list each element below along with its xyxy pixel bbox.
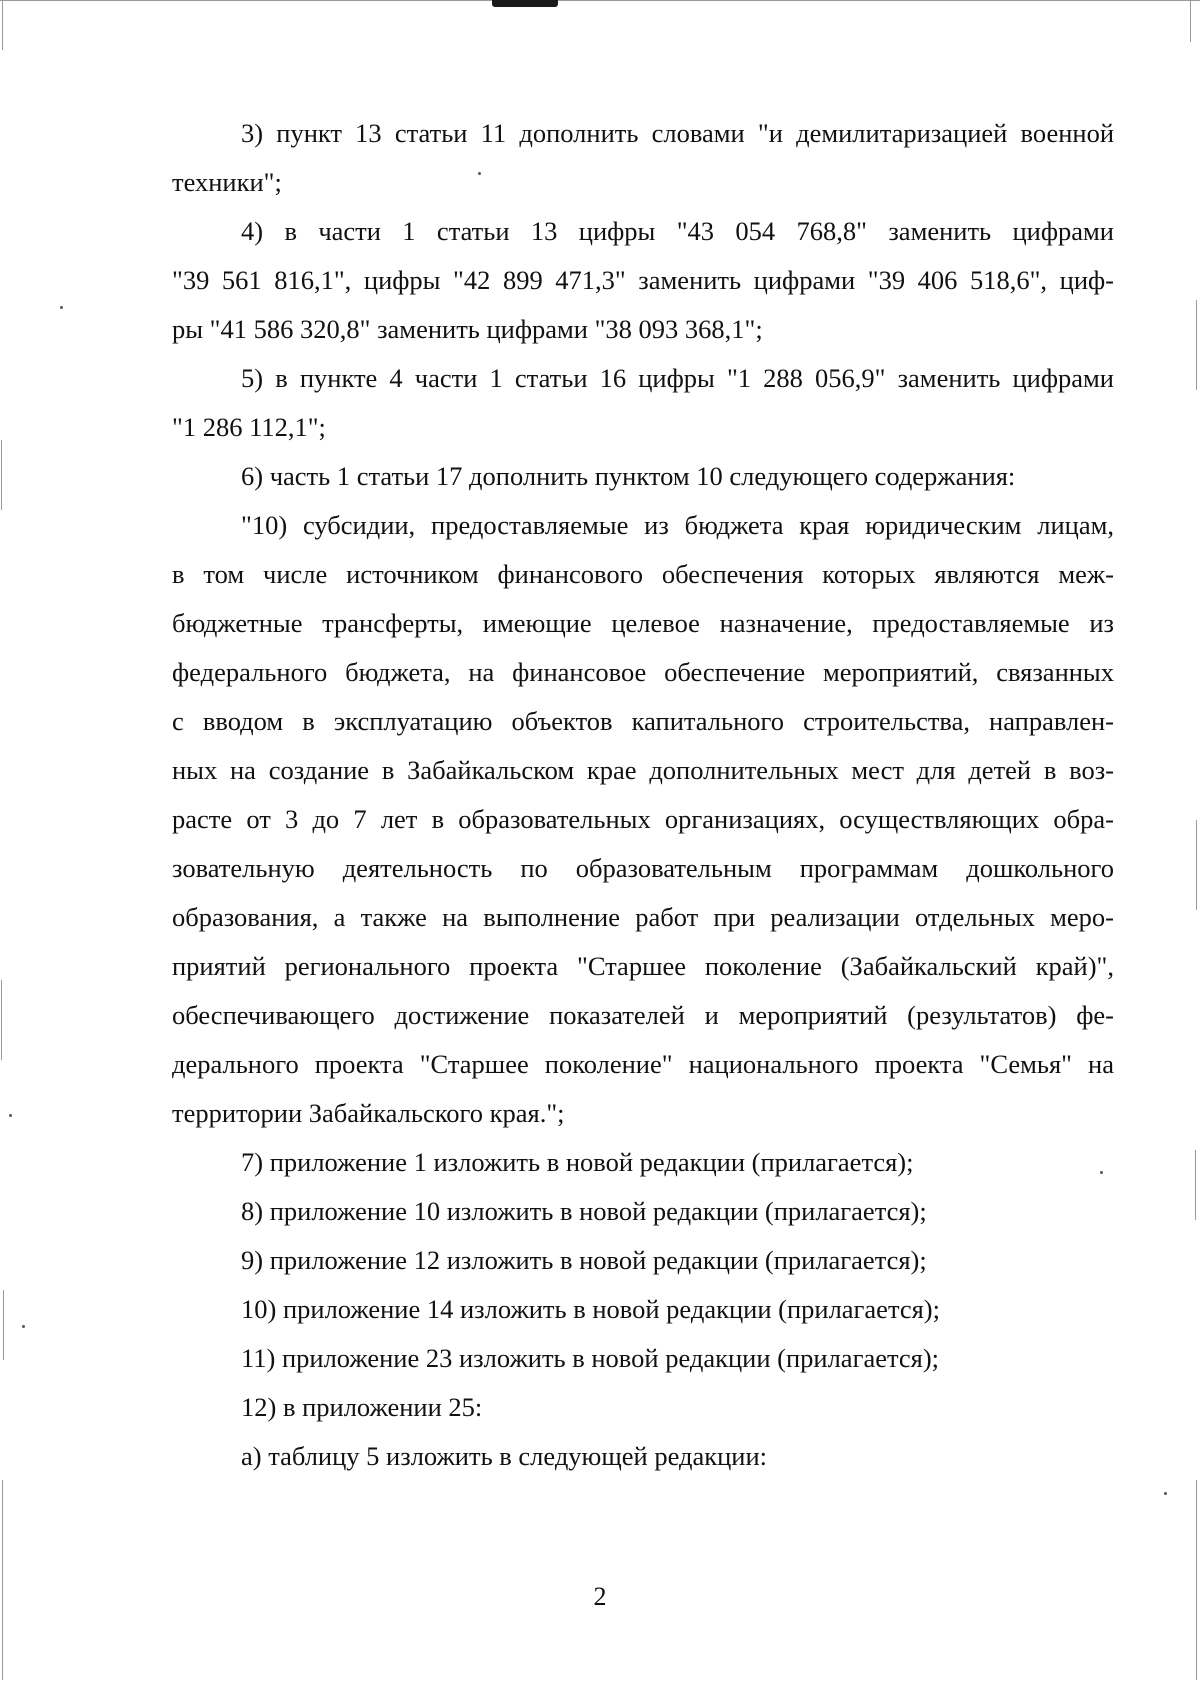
scan-edge-left-2 [1,980,2,1060]
document-body [172,109,1114,1481]
paragraph-subitem-a: а) таблицу 5 изложить в следующей редакции: [241,1441,768,1471]
page-number: 2 [593,1582,607,1611]
scan-edge-right-2 [1196,820,1197,910]
text-line: в том числе источником финансового обеспечения которых являются меж- [172,559,1114,589]
scan-speck [9,1114,12,1117]
paragraph-item-4 [172,207,1114,354]
scan-edge-left-1 [1,440,2,510]
paragraph-item-3 [172,109,1114,207]
text-line: с вводом в эксплуатацию объектов капитального строительства, направлен- [172,706,1114,736]
text-line: территории Забайкальского края."; [172,1098,565,1128]
text-line: ры "41 586 320,8" заменить цифрами "38 093 368,1"; [172,314,763,344]
scan-edge-left-3 [3,1290,4,1360]
paragraph-item-6 [172,452,1114,501]
scan-speck [60,306,63,309]
scan-edge-right-4 [1196,1480,1197,1680]
scan-edge-left-4 [2,1480,3,1680]
paragraph-item-9: 9) приложение 12 изложить в новой редакции (прилагается); [241,1245,927,1275]
text-line: "10) субсидии, предоставляемые из бюджета края юридическим лицам, [241,510,1114,540]
scan-edge-right-3 [1195,1150,1196,1220]
paragraph-item-12: 12) в приложении 25: [241,1392,483,1422]
text-line: дерального проекта "Старшее поколение" национального проекта "Семья" на [172,1049,1114,1079]
text-line: бюджетные трансферты, имеющие целевое назначение, предоставляемые из [172,608,1114,638]
text-line: федерального бюджета, на финансовое обеспечение мероприятий, связанных [172,657,1114,687]
scan-edge-right-1 [1196,300,1197,390]
paragraph-item-8: 8) приложение 10 изложить в новой редакции (прилагается); [241,1196,927,1226]
paragraph-item-5 [172,354,1114,452]
text-line: "39 561 816,1", цифры "42 899 471,3" заменить цифрами "39 406 518,6", циф- [172,265,1114,295]
text-line: обеспечивающего достижение показателей и мероприятий (результатов) фе- [172,1000,1114,1030]
text-line: расте от 3 до 7 лет в образовательных организациях, осуществляющих обра- [172,804,1114,834]
scan-speck [22,1325,25,1328]
text-line: образования, а также на выполнение работ при реализации отдельных меро- [172,902,1114,932]
scan-speck [1164,1492,1167,1495]
text-line: 5) в пункте 4 части 1 статьи 16 цифры "1 288 056,9" заменить цифрами [241,363,1114,393]
text-line: зовательную деятельность по образовательным программам дошкольного [172,853,1114,883]
text-line: приятий регионального проекта "Старшее поколение (Забайкальский край)", [172,951,1114,981]
paragraph-item-11: 11) приложение 23 изложить в новой редакции (прилагается); [241,1343,940,1373]
text-line: 3) пункт 13 статьи 11 дополнить словами "и демилитаризацией военной [241,118,1114,148]
text-line: техники"; [172,167,282,197]
text-line: 4) в части 1 статьи 13 цифры "43 054 768,8" заменить цифрами [241,216,1114,246]
text-line: ных на создание в Забайкальском крае дополнительных мест для детей в воз- [172,755,1114,785]
paragraph-item-10: 10) приложение 14 изложить в новой редакции (прилагается); [241,1294,940,1324]
scan-border-left [2,0,3,50]
scan-top-mark [492,0,558,7]
text-line: "1 286 112,1"; [172,412,326,442]
scan-border-top [0,0,1200,1]
scan-border-right [1190,0,1191,42]
paragraph-quoted-item-10 [172,501,1114,1138]
paragraph-item-7: 7) приложение 1 изложить в новой редакции (прилагается); [241,1147,914,1177]
text-line: 6) часть 1 статьи 17 дополнить пунктом 10 следующего содержания: [241,461,1016,491]
